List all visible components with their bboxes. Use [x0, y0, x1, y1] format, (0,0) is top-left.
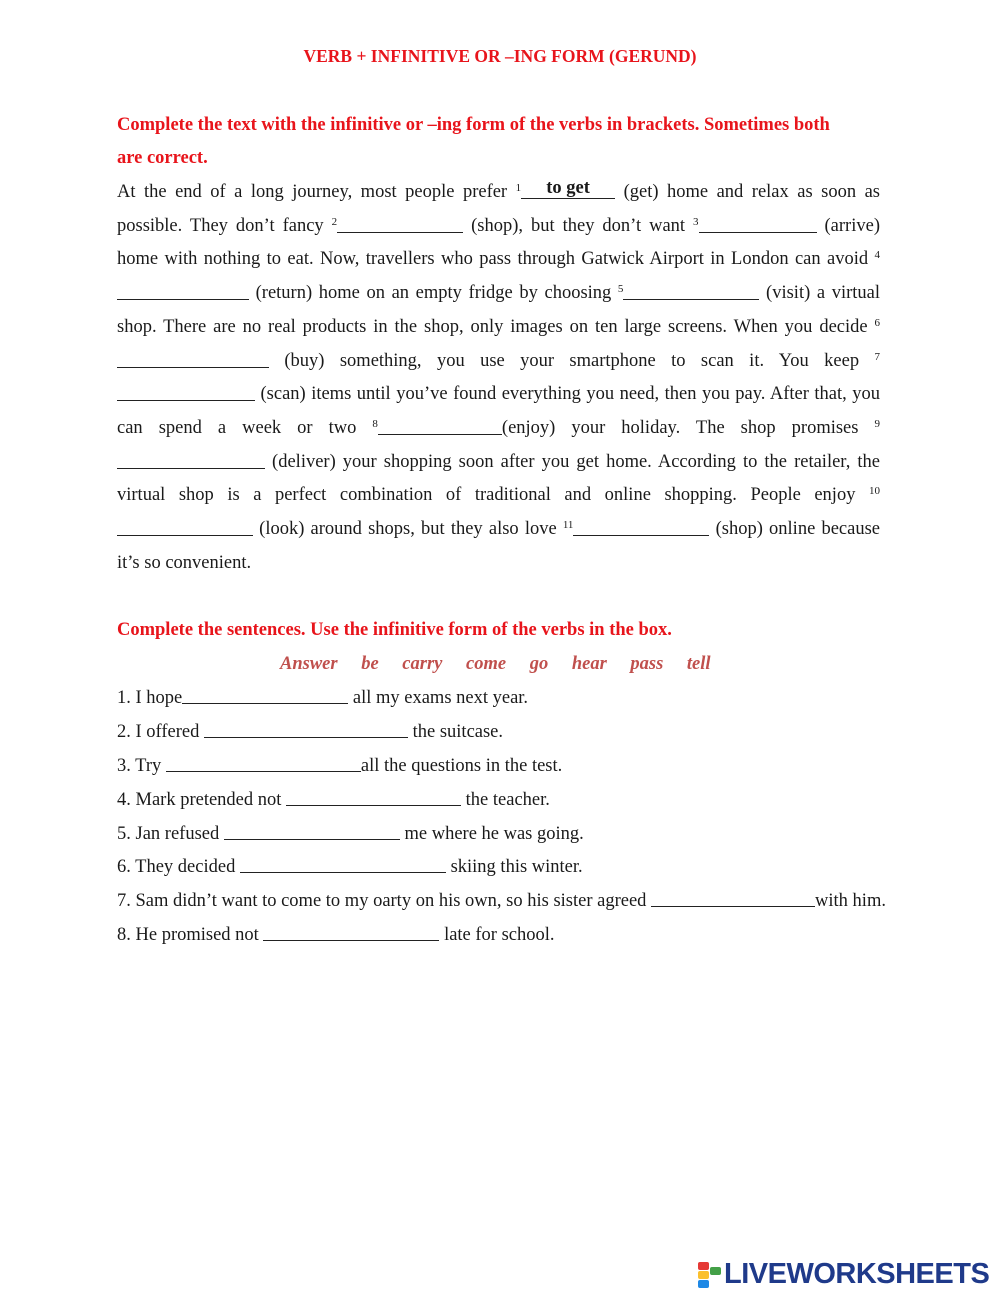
- sentence-4-input[interactable]: [286, 790, 461, 806]
- gap-number: 7: [874, 350, 880, 363]
- sentence-text: 2. I offered: [117, 721, 204, 742]
- sentence-3-input[interactable]: [166, 756, 361, 772]
- box-word: tell: [686, 654, 711, 674]
- sentence-6-input[interactable]: [240, 857, 446, 873]
- exercise1-paragraph: [117, 176, 880, 580]
- gap-number: 5: [617, 283, 624, 296]
- sentence-text: skiing this winter.: [445, 857, 583, 878]
- text-segment: (get) home and relax as soon as possible. They don’t fancy: [117, 182, 880, 236]
- worksheet-title: VERB + INFINITIVE OR –ING FORM (GERUND): [303, 46, 697, 66]
- box-word: be: [361, 654, 379, 674]
- gap-number: 10: [869, 485, 880, 498]
- gap-number: 11: [562, 519, 574, 532]
- gap-number: 4: [874, 249, 880, 262]
- sentence-1-input[interactable]: [182, 688, 348, 704]
- liveworksheets-logo: [698, 1258, 989, 1291]
- sentence-text: me where he was going.: [399, 823, 584, 844]
- sentence-text: 1. I hope: [117, 688, 183, 708]
- sentence-7: [117, 889, 886, 923]
- word-box: [280, 654, 730, 675]
- box-word: go: [529, 654, 549, 674]
- exercise1-instruction-line2: are correct.: [117, 148, 208, 168]
- gap-5-input[interactable]: [623, 282, 759, 300]
- text-segment: (return) home on an empty fridge by choosing: [249, 283, 618, 304]
- gap-number: 3: [693, 215, 699, 228]
- sentence-text: late for school.: [439, 925, 555, 946]
- sentence-text: 6. They decided: [117, 857, 240, 878]
- sentence-5: [117, 822, 886, 856]
- box-word: carry: [402, 654, 443, 674]
- sentence-text: 4. Mark pretended not: [117, 789, 287, 810]
- sentence-text: 7. Sam didn’t want to come to my oarty on his own, so his sister agreed: [117, 891, 652, 912]
- text-segment: (shop), but they don’t want: [463, 215, 694, 236]
- sentence-text: with him.: [815, 891, 886, 912]
- gap-number: 1: [515, 182, 522, 194]
- sentence-text: the suitcase.: [407, 721, 504, 742]
- box-word: hear: [571, 654, 607, 674]
- gap-number: 2: [331, 215, 338, 228]
- logo-cubes-icon: [698, 1262, 722, 1288]
- exercise2-sentences: [117, 686, 886, 957]
- text-segment: (shop) online because it’s so convenient.: [117, 519, 880, 573]
- sentence-5-input[interactable]: [224, 824, 400, 840]
- sentence-4: [117, 788, 886, 822]
- sentence-8-input[interactable]: [263, 925, 439, 941]
- gap-7-input[interactable]: [117, 383, 255, 401]
- text-segment: (look) around shops, but they also love: [253, 519, 563, 540]
- text-segment: (visit) a virtual shop. There are no real products in the shop, only images on ten large screens. When you decide: [117, 283, 880, 337]
- sentence-6: [117, 855, 886, 889]
- text-segment: (buy) something, you use your smartphone to scan it. You keep: [269, 350, 875, 371]
- sentence-text: the teacher.: [461, 789, 550, 810]
- exercise2-instruction: Complete the sentences. Use the infinitive form of the verbs in the box.: [117, 620, 672, 640]
- sentence-text: all my exams next year.: [348, 688, 529, 708]
- sentence-2: [117, 720, 886, 754]
- sentence-7-input[interactable]: [651, 891, 815, 907]
- gap-9-input[interactable]: [117, 451, 265, 469]
- box-word: Answer: [280, 654, 338, 674]
- gap-8-input[interactable]: [378, 417, 502, 435]
- gap-11-input[interactable]: [573, 518, 709, 536]
- sentence-3: [117, 754, 886, 788]
- sentence-text: all the questions in the test.: [360, 755, 563, 776]
- sentence-1: [117, 686, 886, 720]
- sentence-2-input[interactable]: [204, 722, 408, 738]
- box-word: pass: [630, 654, 664, 674]
- text-segment: (deliver) your shopping soon after you get home. According to the retailer, the virtual shop is a perfect combination of traditional and online shopping. People enjoy: [117, 451, 880, 506]
- text-segment: (enjoy) your holiday. The shop promises: [501, 417, 875, 438]
- gap-10-input[interactable]: [117, 518, 253, 536]
- text-segment: (arrive) home with nothing to eat. Now, travellers who pass through Gatwick Airport in London can avoid: [117, 215, 880, 270]
- gap-number: 8: [372, 417, 378, 430]
- logo-text: LIVEWORKSHEETS: [724, 1258, 990, 1290]
- gap-6-input[interactable]: [117, 350, 269, 368]
- gap-2-input[interactable]: [337, 215, 463, 233]
- text-segment: (scan) items until you’ve found everything you need, then you pay. After that, you can spend a week or two: [117, 384, 880, 438]
- example-answer: to get: [546, 178, 590, 198]
- gap-1-answer: [521, 178, 615, 199]
- gap-number: 6: [874, 316, 880, 329]
- gap-3-input[interactable]: [699, 215, 817, 233]
- exercise1-instruction-line1: Complete the text with the infinitive or –ing form of the verbs in brackets. Sometimes both: [117, 115, 830, 135]
- sentence-text: 8. He promised not: [117, 925, 264, 946]
- sentence-text: 5. Jan refused: [117, 823, 224, 844]
- gap-4-input[interactable]: [117, 282, 249, 300]
- box-word: come: [466, 654, 507, 674]
- gap-number: 9: [874, 417, 880, 430]
- sentence-8: [117, 923, 886, 957]
- text-segment: At the end of a long journey, most people prefer: [117, 182, 516, 202]
- sentence-text: 3. Try: [117, 755, 166, 776]
